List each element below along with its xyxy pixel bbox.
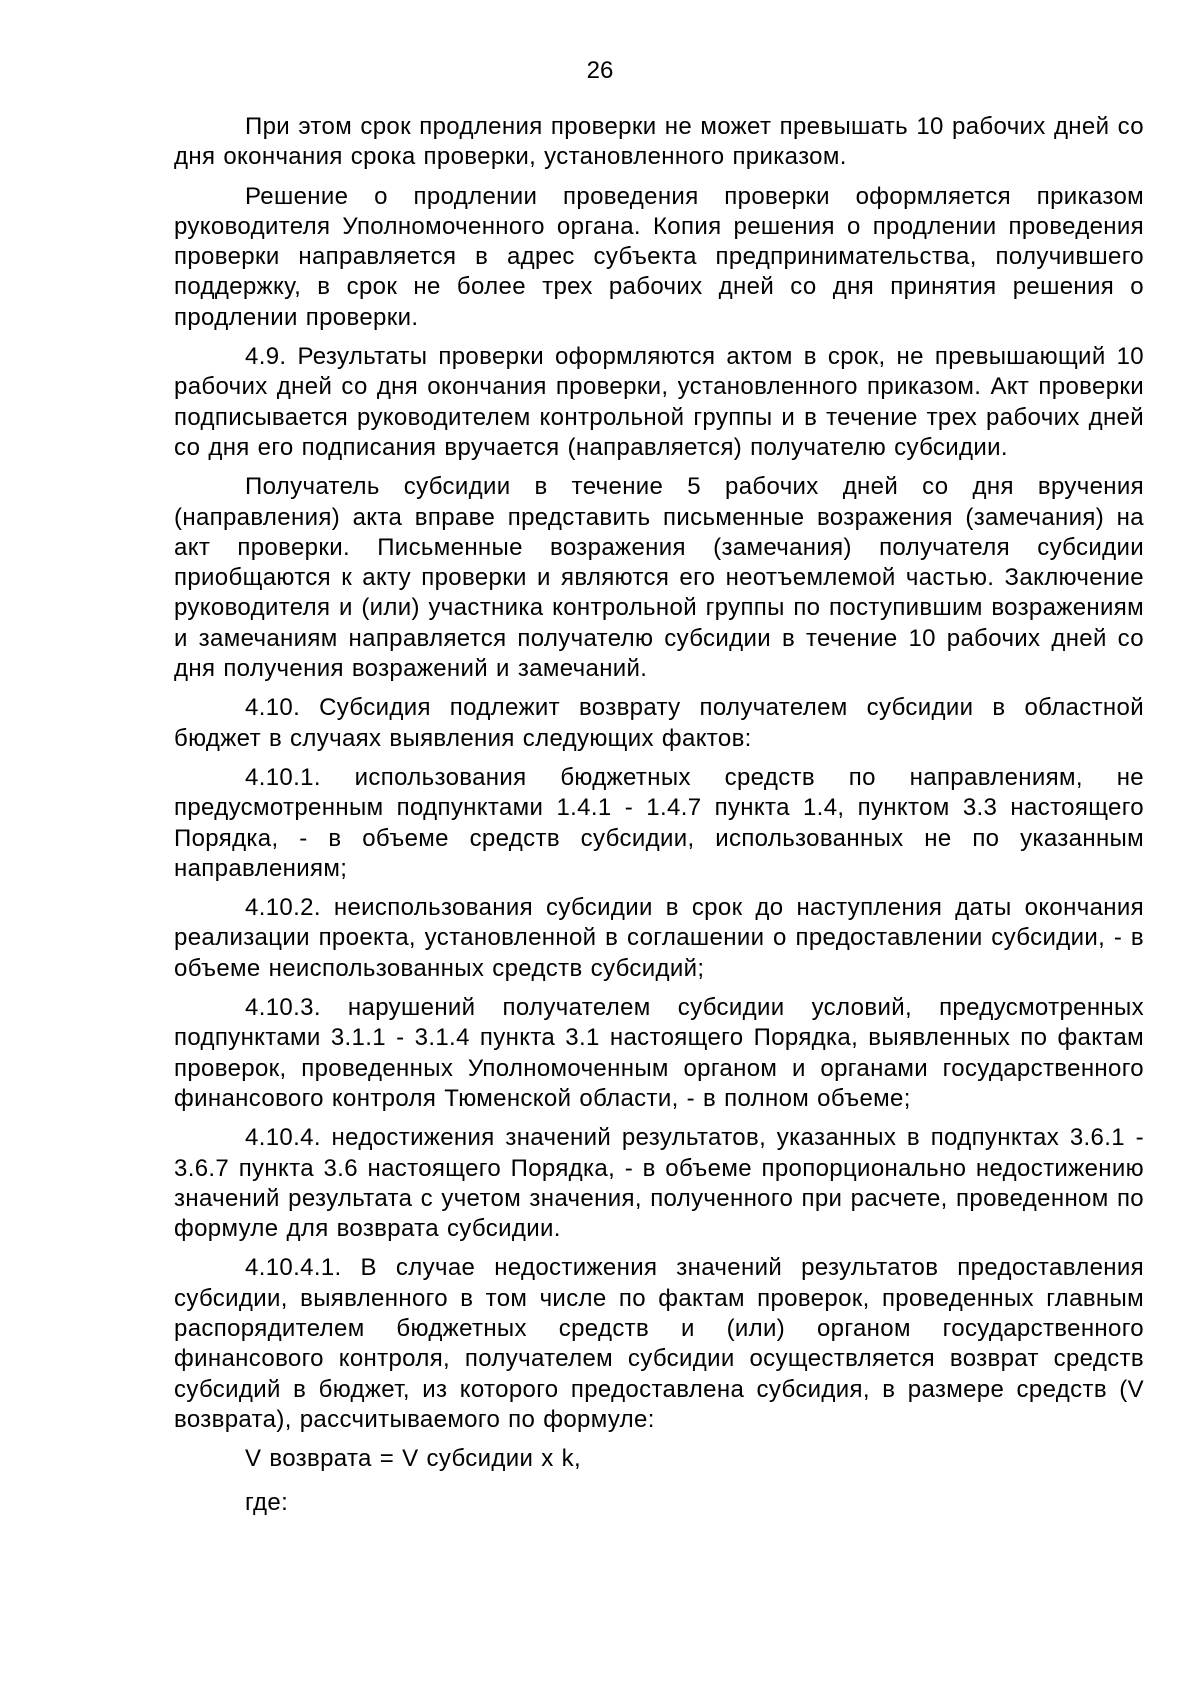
- formula: V возврата = V субсидии x k,: [245, 1445, 582, 1473]
- paragraph-extension-limit: При этом срок продления проверки не может превышать 10 рабочих дней со дня окончания срока проверки, установленного приказом.: [174, 113, 1144, 171]
- document-body: [174, 112, 1144, 1528]
- page-number: 26: [586, 57, 614, 84]
- where-label: где:: [245, 1489, 289, 1517]
- paragraph-objections: Получатель субсидии в течение 5 рабочих дней со дня вручения (направления) акта вправе представить письменные возражения (замечания) на акт проверки. Письменные возражения (замечания) получателя субсидии приобщаются к акту проверки и являются его неотъемлемой частью. Заключение руководителя и (или) участника контрольной группы по поступившим возражениям и замечаниям направляется получателю субсидии в течение 10 рабочих дней со дня получения возражений и замечаний.: [174, 473, 1144, 683]
- paragraph-4-9: 4.9. Результаты проверки оформляются актом в срок, не превышающий 10 рабочих дней со дня окончания проверки, установленного приказом. Акт проверки подписывается руководителем контрольной группы и в течение трех рабочих дней со дня его подписания вручается (направляется) получателю субсидии.: [174, 343, 1144, 461]
- paragraph-4-10-3: 4.10.3. нарушений получателем субсидии условий, предусмотренных подпунктами 3.1.1 - 3.1.4 пункта 3.1 настоящего Порядка, выявленных по фактам проверок, проведенных Уполномоченным органом и органами государственного финансового контроля Тюменской области, - в полном объеме;: [174, 994, 1144, 1112]
- paragraph-4-10-4: 4.10.4. недостижения значений результатов, указанных в подпунктах 3.6.1 - 3.6.7 пункта 3.6 настоящего Порядка, - в объеме пропорционально недостижению значений результата с учетом значения, полученного при расчете, проведенном по формуле для возврата субсидии.: [174, 1124, 1144, 1243]
- paragraph-4-10-2: 4.10.2. неиспользования субсидии в срок до наступления даты окончания реализации проекта, установленной в соглашении о предоставлении субсидии, - в объеме неиспользованных средств субсидий;: [174, 894, 1144, 982]
- paragraph-4-10-1: 4.10.1. использования бюджетных средств по направлениям, не предусмотренным подпунктами 1.4.1 - 1.4.7 пункта 1.4, пунктом 3.3 настоящего Порядка, - в объеме средств субсидии, использованных не по указанным направлениям;: [174, 763, 1144, 882]
- paragraph-4-10-4-1: 4.10.4.1. В случае недостижения значений результатов предоставления субсидии, выявленного в том числе по фактам проверок, проведенных главным распорядителем бюджетных средств и (или) органом государственного финансового контроля, получателем субсидии осуществляется возврат средств субсидий в бюджет, из которого предоставлена субсидия, в размере средств (V возврата), рассчитываемого по формуле:: [174, 1254, 1144, 1433]
- paragraph-4-10: 4.10. Субсидия подлежит возврату получателем субсидии в областной бюджет в случаях выявления следующих фактов:: [174, 694, 1144, 752]
- paragraph-extension-decision: Решение о продлении проведения проверки оформляется приказом руководителя Уполномоченного органа. Копия решения о продлении проведения проверки направляется в адрес субъекта предпринимательства, получившего поддержку, в срок не более трех рабочих дней со дня принятия решения о продлении проверки.: [174, 182, 1144, 331]
